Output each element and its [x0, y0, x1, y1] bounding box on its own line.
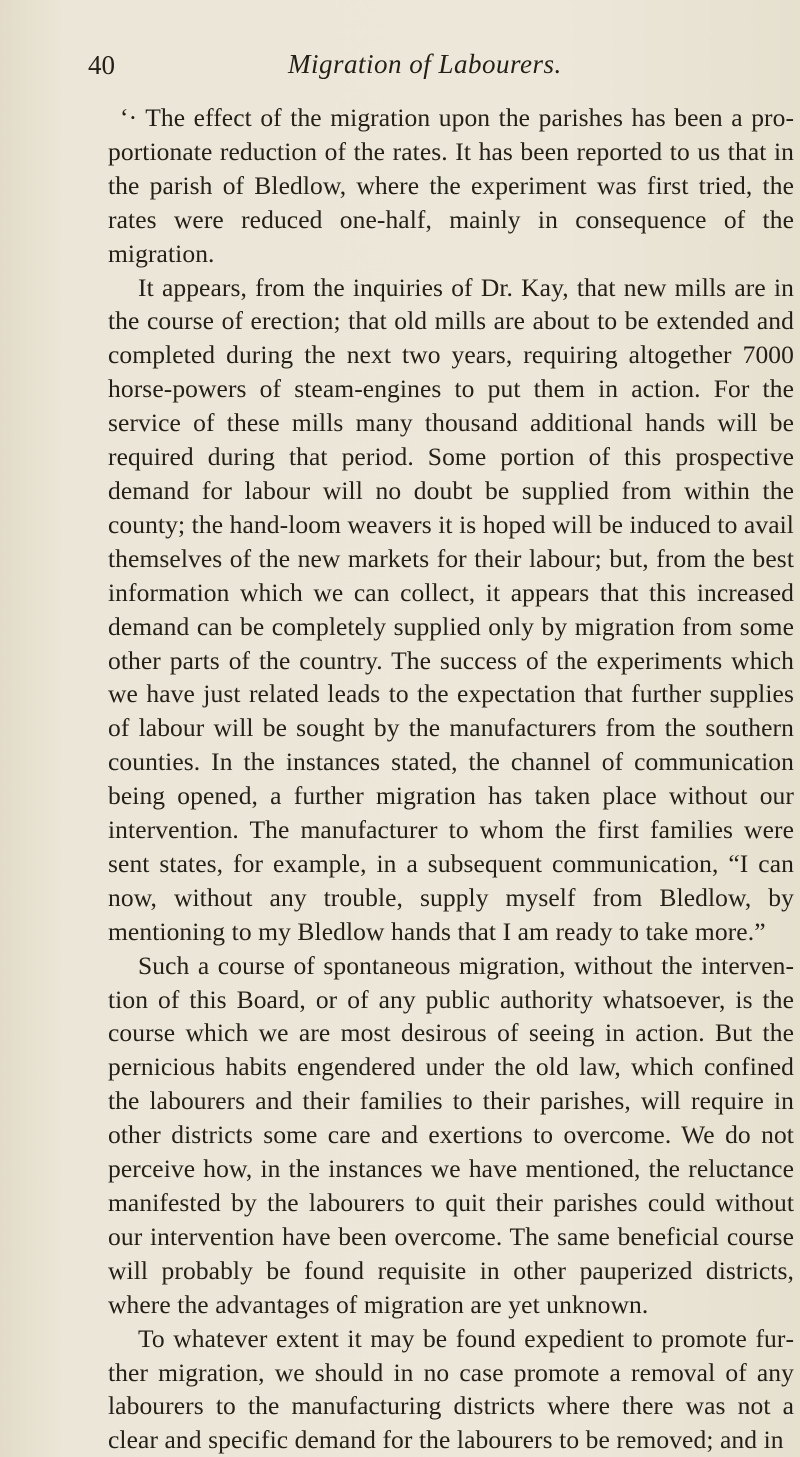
page-header [88, 50, 778, 90]
body-text [108, 101, 794, 1457]
paragraph: It appears, from the inquiries of Dr. Kay, that new mills are in the course of erection; that old mills are about to be extended and completed during the next two years, requiring altogether 7000 horse-powers of steam-engines to put them in action. For the service of these mills many thousand additional hands will be required during that period. Some portion of this prospective demand for labour will no doubt be supplied from within the county; the hand-loom weavers it is hoped will be induced to avail themselves of the new markets for their labour; but, from the best information which we can collect, it appears that this increased demand can be completely supplied only by migration from some other parts of the country. The success of the experiments which we have just related leads to the expectation that further supplies of labour will be sought by the manufacturers from the southern counties. In the instances stated, the channel of communication being opened, a further migration has taken place without our intervention. The manufacturer to whom the first families were sent states, for example, in a subsequent communication, “I can now, without any trouble, supply myself from Bledlow, by mentioning to my Bledlow hands that I am ready to take more.” [108, 272, 794, 946]
paragraph: To whatever extent it may be found expedient to promote further migration, we should in no case promote a removal of any labourers to the manufacturing districts where there was not a clear and specific demand for the labourers to be removed; and in [108, 1323, 794, 1455]
page-number: 40 [88, 50, 115, 80]
paragraph: Such a course of spontaneous migration, without the intervention of this Board, or of any public authority whatsoever, is the course which we are most desirous of seeing in action. But the pernicious habits engendered under the old law, which confined the labourers and their families to their parishes, will require in other districts some care and exertions to overcome. We do not perceive how, in the instances we have mentioned, the reluctance manifested by the labourers to quit their parishes could without our intervention have been overcome. The same beneficial course will probably be found requisite in other pauperized districts, where the advantages of migration are yet unknown. [108, 950, 794, 1319]
running-title: Migration of Labourers. [288, 49, 562, 79]
paragraph: ‘· The effect of the migration upon the parishes has been a proportionate reduction of the rates. It has been reported to us that in the parish of Bledlow, where the experiment was first tried, the rates were reduced one-half, mainly in consequence of the migration. [108, 103, 794, 268]
